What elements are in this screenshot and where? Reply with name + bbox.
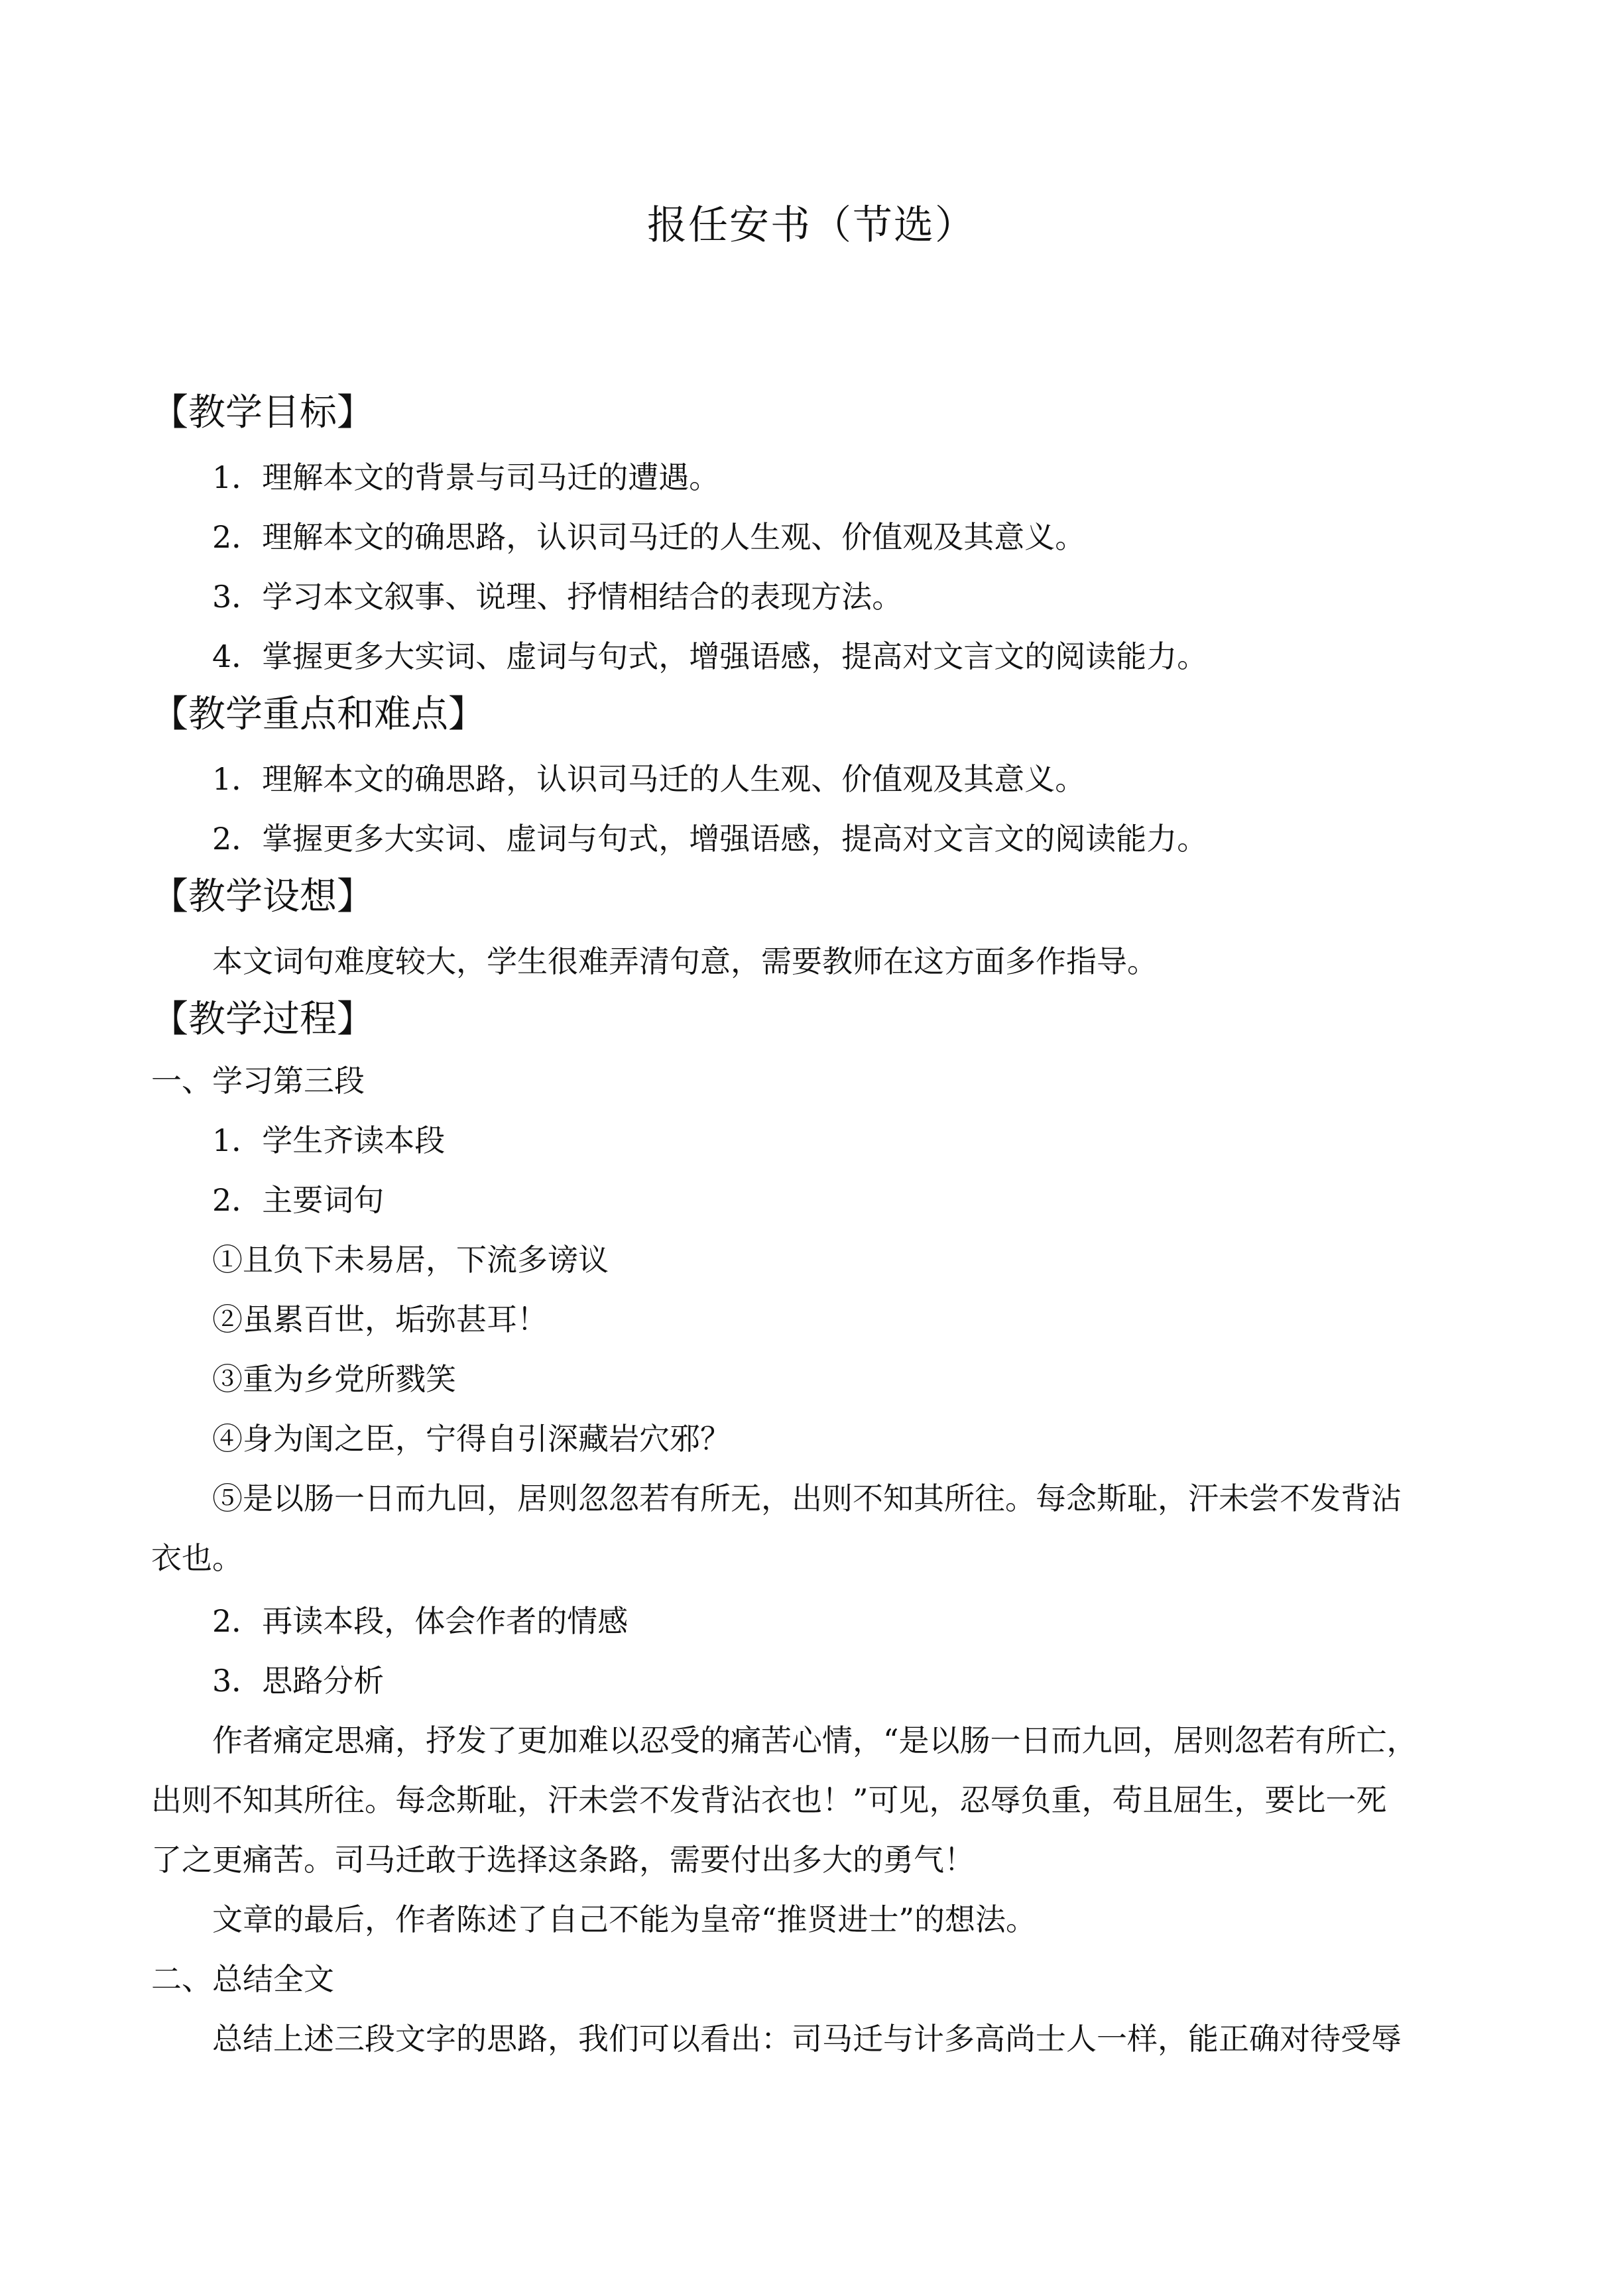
page-title: 报任安书（节选） [647, 202, 976, 249]
analysis-line-2: 出则不知其所往。每念斯耻，汗未尝不发背沾衣也！”可见，忍辱负重，苟且屈生，要比一死 [151, 1782, 1387, 1818]
section-heading-process: 【教学过程】 [151, 998, 374, 1041]
goal-item-4: 4．掌握更多大实词、虚词与句式，增强语感，提高对文言文的阅读能力。 [212, 638, 1208, 674]
part1-step-4: 3．思路分析 [212, 1663, 385, 1699]
section-heading-key-points: 【教学重点和难点】 [151, 693, 485, 736]
phrase-3: ③重为乡党所戮笑 [212, 1361, 456, 1397]
analysis-line-1: 作者痛定思痛，抒发了更加难以忍受的痛苦心情，“是以肠一日而九回，居则忽若有所亡， [212, 1722, 1417, 1758]
design-text: 本文词句难度较大，学生很难弄清句意，需要教师在这方面多作指导。 [212, 943, 1158, 979]
conclusion-text: 文章的最后，作者陈述了自己不能为皇帝“推贤进士”的想法。 [212, 1902, 1037, 1937]
goal-item-1: 1．理解本文的背景与司马迁的遭遇。 [212, 459, 720, 495]
phrase-1: ①且负下未易居，下流多谤议 [212, 1242, 609, 1278]
section-heading-design: 【教学设想】 [151, 875, 374, 918]
part1-step-1: 1．学生齐读本段 [212, 1122, 446, 1158]
part2-title: 二、总结全文 [151, 1961, 334, 1997]
goal-item-3: 3．学习本文叙事、说理、抒情相结合的表现方法。 [212, 579, 903, 615]
analysis-line-3: 了之更痛苦。司马迁敢于选择这条路，需要付出多大的勇气！ [151, 1842, 975, 1878]
part1-step-2: 2．主要词句 [212, 1182, 385, 1218]
key-point-item-1: 1．理解本文的确思路，认识司马迁的人生观、价值观及其意义。 [212, 761, 1086, 797]
part1-step-3: 2．再读本段，体会作者的情感 [212, 1603, 629, 1639]
phrase-5-line-2: 衣也。 [151, 1540, 243, 1576]
phrase-5-line-1: ⑤是以肠一日而九回，居则忽忽若有所无，出则不知其所往。每念斯耻，汗未尝不发背沾 [212, 1480, 1402, 1516]
part2-text-line-1: 总结上述三段文字的思路，我们可以看出：司马迁与计多高尚士人一样，能正确对待受辱 [212, 2021, 1402, 2057]
section-heading-goals: 【教学目标】 [151, 391, 374, 434]
goal-item-2: 2．理解本文的确思路，认识司马迁的人生观、价值观及其意义。 [212, 519, 1086, 555]
phrase-4: ④身为闺之臣，宁得自引深藏岩穴邪？ [212, 1421, 731, 1457]
key-point-item-2: 2．掌握更多大实词、虚词与句式，增强语感，提高对文言文的阅读能力。 [212, 821, 1208, 857]
part1-title: 一、学习第三段 [151, 1063, 365, 1099]
phrase-2: ②虽累百世，垢弥甚耳！ [212, 1301, 548, 1337]
